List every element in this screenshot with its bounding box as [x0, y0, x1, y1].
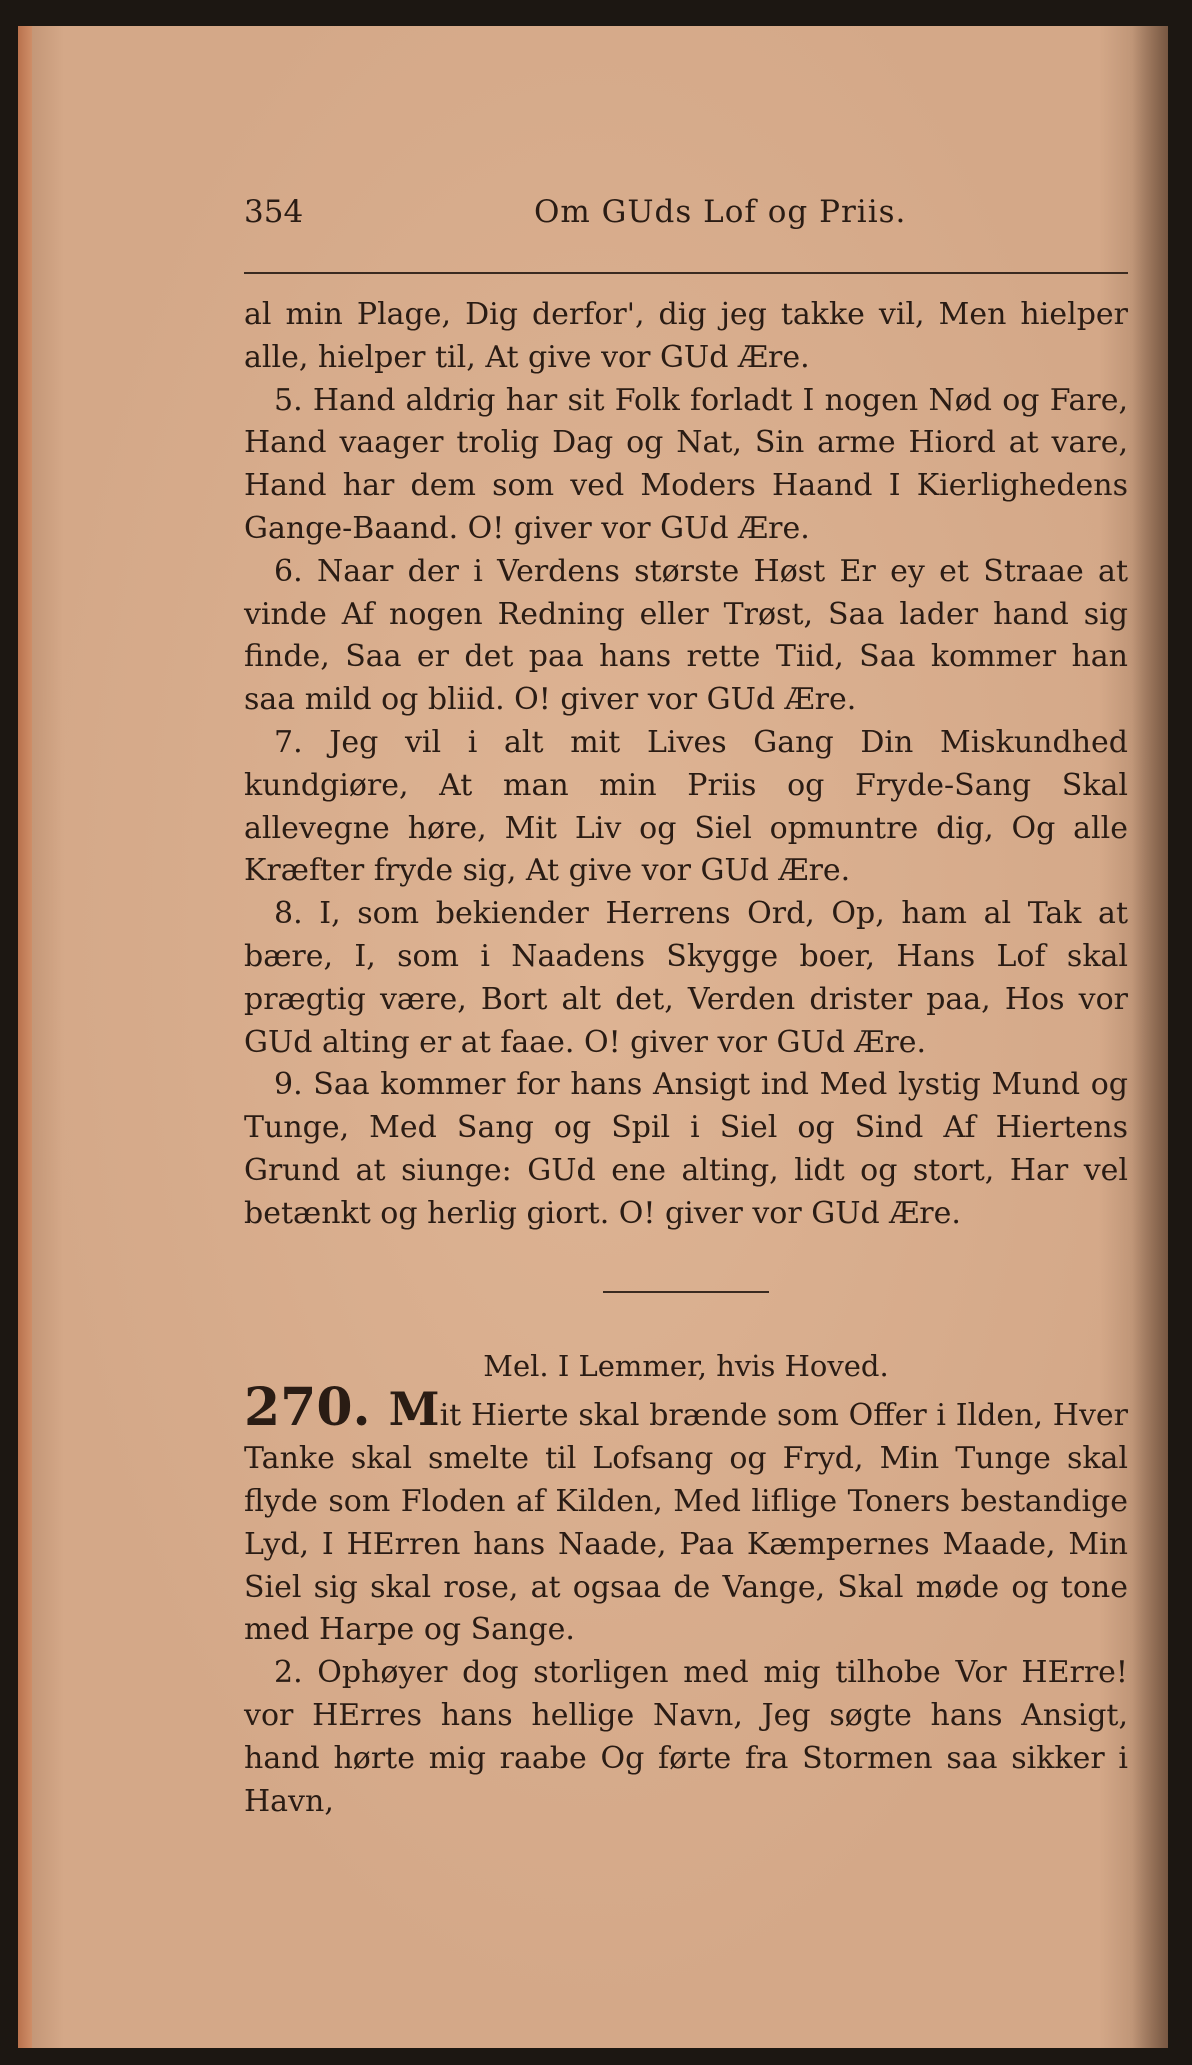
- hymn-270-verse-1: [244, 1377, 1128, 1652]
- drop-cap: M: [388, 1382, 440, 1437]
- hymn-269-verse-7: 7. Jeg vil i alt mit Lives Gang Din Miskundhed kundgiøre, At man min Priis og Fryde-Sang Skal allevegne høre, Mit Liv og Siel opmuntre dig, Og alle Kræfter fryde sig, At give vor GUd Ære.: [244, 724, 1128, 889]
- melody-line: Mel. I Lemmer, hvis Hoved.: [483, 1348, 889, 1383]
- hymn-269-verse-6: 6. Naar der i Verdens største Høst Er ey et Straae at vinde Af nogen Redning eller Trøst, Saa lader hand sig finde, Saa er det paa hans rette Tiid, Saa kommer han saa mild og bliid. O! giver vor GUd Ære.: [244, 553, 1128, 718]
- hymn-270-verse-1-text: it Hierte skal brænde som Offer i Ilden, Hver Tanke skal smelte til Lofsang og Fryd, Min Tunge skal flyde som Floden af Kilden, Med liflige Toners bestandige Lyd, I HErren hans Naade, Paa Kæmpernes Maade, Min Siel sig skal rose, at ogsaa de Vange, Skal møde og tone med Harpe og Sange.: [244, 1398, 1128, 1648]
- hymn-270-verse-2: 2. Ophøyer dog storligen med mig tilhobe Vor HErre! vor HErres hans hellige Navn, Jeg søgte hans Ansigt, hand hørte mig raabe Og førte fra Stormen saa sikker i Havn,: [244, 1655, 1128, 1819]
- running-title: Om GUds Lof og Priis.: [534, 194, 907, 230]
- hymn-separator-rule: [603, 1291, 769, 1293]
- page-number: 354: [244, 194, 304, 230]
- hymn-269-continuation: al min Plage, Dig derfor', dig jeg takke vil, Men hielper alle, hielper til, At give vor GUd Ære.: [244, 297, 1128, 375]
- hymn-269-verse-9: 9. Saa kommer for hans Ansigt ind Med lystig Mund og Tunge, Med Sang og Spil i Siel og Sind Af Hiertens Grund at siunge: GUd ene alting, lidt og stort, Har vel betænkt og herlig giort. O! giver vor GUd Ære.: [244, 1067, 1128, 1231]
- hymn-269-verse-5: 5. Hand aldrig har sit Folk forladt I nogen Nød og Fare, Hand vaager trolig Dag og Nat, Sin arme Hiord at vare, Hand har dem som ved Moders Haand I Kierlighedens Gange-Baand. O! giver vor GUd Ære.: [244, 382, 1128, 546]
- page-gutter-shadow: [1132, 26, 1168, 2048]
- book-page: [18, 26, 1168, 2048]
- header-rule: [244, 272, 1128, 274]
- hymn-number: 270.: [244, 1377, 371, 1439]
- page-body: [244, 294, 1128, 1823]
- hymn-269-verse-8: 8. I, som bekiender Herrens Ord, Op, ham al Tak at bære, I, som i Naadens Skygge boer, Hans Lof skal prægtig være, Bort alt det, Verden drister paa, Hos vor GUd alting er at faae. O! giver vor GUd Ære.: [244, 896, 1128, 1060]
- page-left-edge: [18, 26, 32, 2048]
- page-header: [224, 186, 1154, 242]
